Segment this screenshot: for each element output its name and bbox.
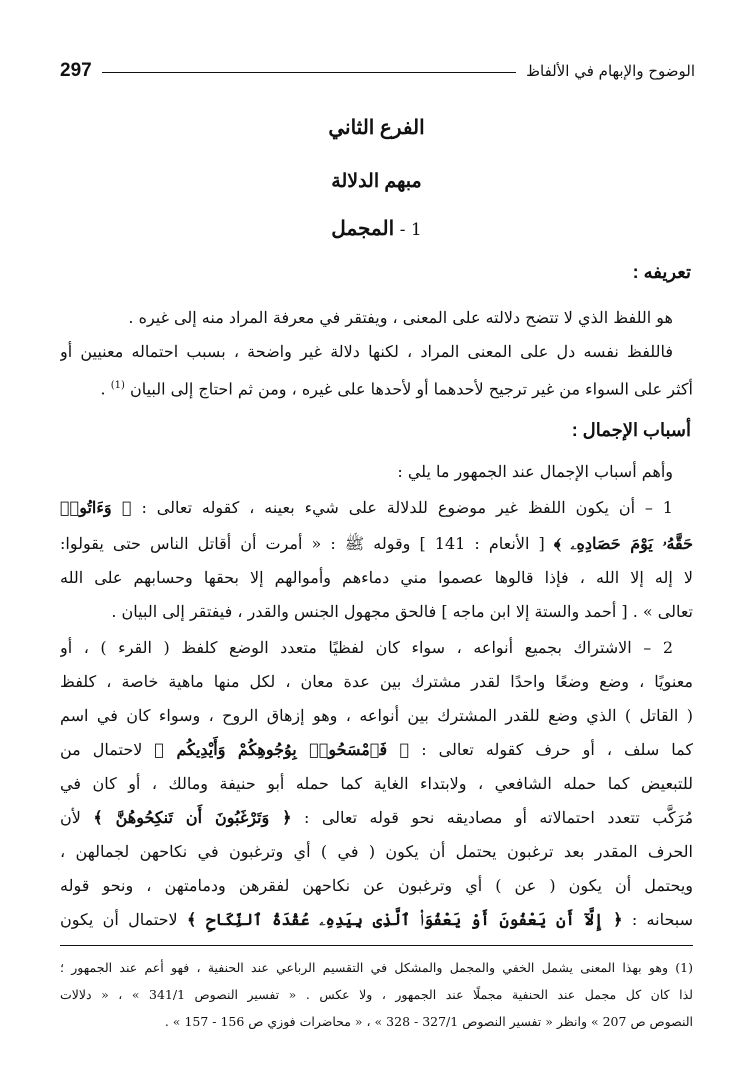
body-text: لاحتمال أن يكون (60, 910, 178, 929)
body-text: [ الأنعام : 141 ] وقوله ﷺ : « أمرت أن أقاتل الناس حتى يقولوا: (60, 534, 545, 553)
quran-quote: حَقَّهُۥ يَوْمَ حَصَادِهِۦ ﴾ (553, 534, 693, 553)
body-text: كما سلف ، أو حرف كقوله تعالى : (421, 740, 693, 759)
section-title: المجمل (331, 218, 395, 240)
body-line (60, 492, 673, 524)
header-rule (102, 72, 516, 73)
body-line: ( القاتل ) الذي وضع للقدر المشترك بين أنواعه ، وهو إزهاق الروح ، وسواء كان في اسم (60, 706, 693, 725)
body-line: معنويًا ، وضع وضعًا واحدًا لقدر مشترك بين عدة معان ، لكل منها ماهية خاصة ، كلفظ (60, 672, 693, 691)
body-line (60, 734, 693, 766)
definition-label: تعريفه : (632, 262, 691, 282)
body-line (60, 802, 693, 834)
quran-quote: ﴿ فَٱمْسَحُوا۟ بِوُجُوهِكُمْ وَأَيْدِيكُم ﴾ (154, 740, 410, 759)
body-text: سبحانه : (631, 910, 693, 929)
definition-line: فاللفظ نفسه دل على المعنى المراد ، لكنها دلالة غير واضحة ، بسبب احتماله معنيين أو (60, 342, 673, 361)
footnote-line: النصوص ص 207 » وانظر « تفسير النصوص 327/1 - 328 » ، « محاضرات فوزي ص 156 - 157 » . (164, 1014, 693, 1029)
footnote-line: لذا كان كل مجمل عند الحنفية مجملًا عند الجمهور ، ولا عكس . « تفسير النصوص 341/1 » ، « دلالات (60, 987, 693, 1002)
body-line (60, 904, 693, 936)
body-line: لا إله إلا الله ، فإذا قالوها عصموا مني دماءهم وأموالهم إلا بحقها وحسابهم على الله (60, 568, 693, 587)
subtitle-heading: مبهم الدلالة (331, 171, 422, 192)
running-title: الوضوح والإبهام في الألفاظ (526, 62, 695, 80)
quran-quote: ﴿ وَءَاتُوا۟ (60, 498, 132, 517)
quran-quote: ﴿ وَتَرْغَبُونَ أَن تَنكِحُوهُنَّ ﴾ (93, 808, 292, 827)
footnote-rule (60, 945, 693, 946)
body-line: 2 – الاشتراك بجميع أنواعه ، سواء كان لفظيًا متعدد الوضع كلفظ ( القرء ) ، أو (60, 638, 673, 657)
quran-quote: ﴿ إِلَّآ أَن يَعْفُونَ أَوْ يَعْفُوَا۟ ٱلَّذِى بِيَدِهِۦ عُقْدَةُ ٱلنِّكَاحِ ﴾ (186, 910, 623, 929)
body-line: تعالى » . [ أحمد والستة إلا ابن ماجه ] فالحق مجهول الجنس والقدر ، فيفتقر إلى البيان . (111, 602, 693, 621)
body-text: لاحتمال من (60, 740, 143, 759)
body-line: ويحتمل أن يكون ( عن ) أي وترغبون عن نكاحهن لفقرهن ودمامتهن ، ونحو قوله (60, 876, 693, 895)
body-text: لأن (60, 808, 81, 827)
footnote-ref: (1) (110, 380, 125, 391)
body-text: 1 – أن يكون اللفظ غير موضوع للدلالة على شيء بعينه ، كقوله تعالى : (141, 498, 673, 517)
body-line: للتبعيض كما حمله الشافعي ، ولابتداء الغاية كما حمله أبو حنيفة ومالك ، أو كان في (60, 774, 693, 793)
definition-line: هو اللفظ الذي لا تتضح دلالته على المعنى ، ويفتقر في معرفة المراد منه إلى غيره . (128, 308, 673, 327)
body-text: مُرَكَّب تتعدد احتمالاته أو مصاديقه نحو قوله تعالى : (303, 808, 693, 827)
page-number: 297 (60, 60, 92, 81)
footnote-line: (1) وهو بهذا المعنى يشمل الخفي والمجمل والمشكل في التقسيم الرباعي عند الحنفية ، فهو أعم عند الجمهور ؛ (60, 960, 693, 975)
definition-line (60, 370, 693, 402)
branch-heading: الفرع الثاني (328, 117, 425, 139)
line-end: . (100, 379, 106, 399)
section-number: 1 - (399, 220, 422, 240)
body-line: وأهم أسباب الإجمال عند الجمهور ما يلي : (397, 462, 673, 481)
body-line: الحرف المقدر بعد ترغبون يحتمل أن يكون ( في ) أي وترغبون في نكاحهن لجمالهن ، (60, 842, 693, 861)
page-header (60, 58, 695, 84)
definition-text: أكثر على السواء من غير ترجيح لأحدهما أو لأحدها على غيره ، ومن ثم احتاج إلى البيان (129, 379, 693, 399)
section-heading (60, 216, 693, 241)
causes-label: أسباب الإجمال : (571, 420, 691, 440)
body-line (60, 528, 693, 560)
